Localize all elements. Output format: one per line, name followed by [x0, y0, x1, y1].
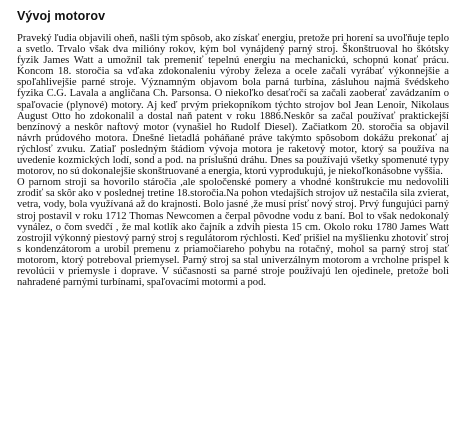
- page-title: Vývoj motorov: [17, 9, 106, 23]
- paragraph-steam-engine: O parnom stroji sa hovorilo stáročia ,ale spoločenské pomery a vhodné konštrukcie mu nedovolili zrodiť sa skôr ako v poslednej tretine 18.storočia.Na pohon vtedajších strojov už nestačila sila zvierat, vetra, vody, bola využívaná až do krajnosti. Bolo jasné ,že musí prísť nový stroj. Prvý fungujúci parný stroj postavil v roku 1712 Thomas Newcomen a čerpal pôvodne vodu z baní. Bol to však nedokonalý vynález, o čom svedčí , že mal kotlík ako čajník a zdvih piesta 15 cm. Okolo roku 1780 James Watt zostrojil výkonný piestový parný stroj s regulátorom rýchlosti. Keď prišiel na myšlienku zhotoviť stroj s kondenzátorom a urobil premenu z priamočiareho pohybu na rotačný, mohol sa parný stroj stať motorom, ktorý potreboval priemysel. Parný stroj sa stal univerzálnym motorom a vrcholne prispel k revolúcii v priemysle i doprave. V súčasnosti sa parné stroje používajú len ojedinele, pretože boli nahradené parnými turbínami, spaľovacími motormi a pod.: [17, 177, 449, 289]
- paragraph-history: Praveký ľudia objavili oheň, našli tým spôsob, ako získať energiu, pretože pri horení sa uvoľňuje teplo a svetlo. Trvalo však dva milióny rokov, kým bol vynájdený parný stroj. Škonštruoval ho škótsky fyzik James Watt a umožnil tak premeniť tepelnú energiu na mechanickú, schopnú konať prácu. Koncom 18. storočia sa vďaka zdokonaleniu výroby železa a ocele začali vyrábať výkonnejšie a spoľahlivejšie parné stroje. Významným objavom bola parná turbína, zásluhou najmä švédskeho fyzika C.G. Lavala a angličana Ch. Parsonsa. O niekoľko desaťročí sa začali zaoberať zavádzaním o spaľovacie (plynové) motory. Aj keď prvým priekopníkom týchto strojov bol Jean Lenoir, Nikolaus August Otto ho zdokonalil a dostal naň patent v roku 1886.Neskôr sa začal používať praktickejší benzínový a neskôr naftový motor (vynašiel ho Rudolf Diesel). Začiatkom 20. storočia sa objavil návrh prúdového motora. Dnešné lietadlá poháňané práve takýmto spôsobom dokážu prekonať aj rýchlosť zvuku. Zatiaľ posledným štádiom vývoja motora je raketový motor, ktorý sa používa na uvedenie kozmických lodí, sond a pod. na príslušnú dráhu. Dnes sa používajú všetky spomenuté typy motorov, no sú dokonalejšie skonštruované a energia, ktorú vyprodukujú, je niekoľkonásobne vyššia.: [17, 33, 449, 178]
